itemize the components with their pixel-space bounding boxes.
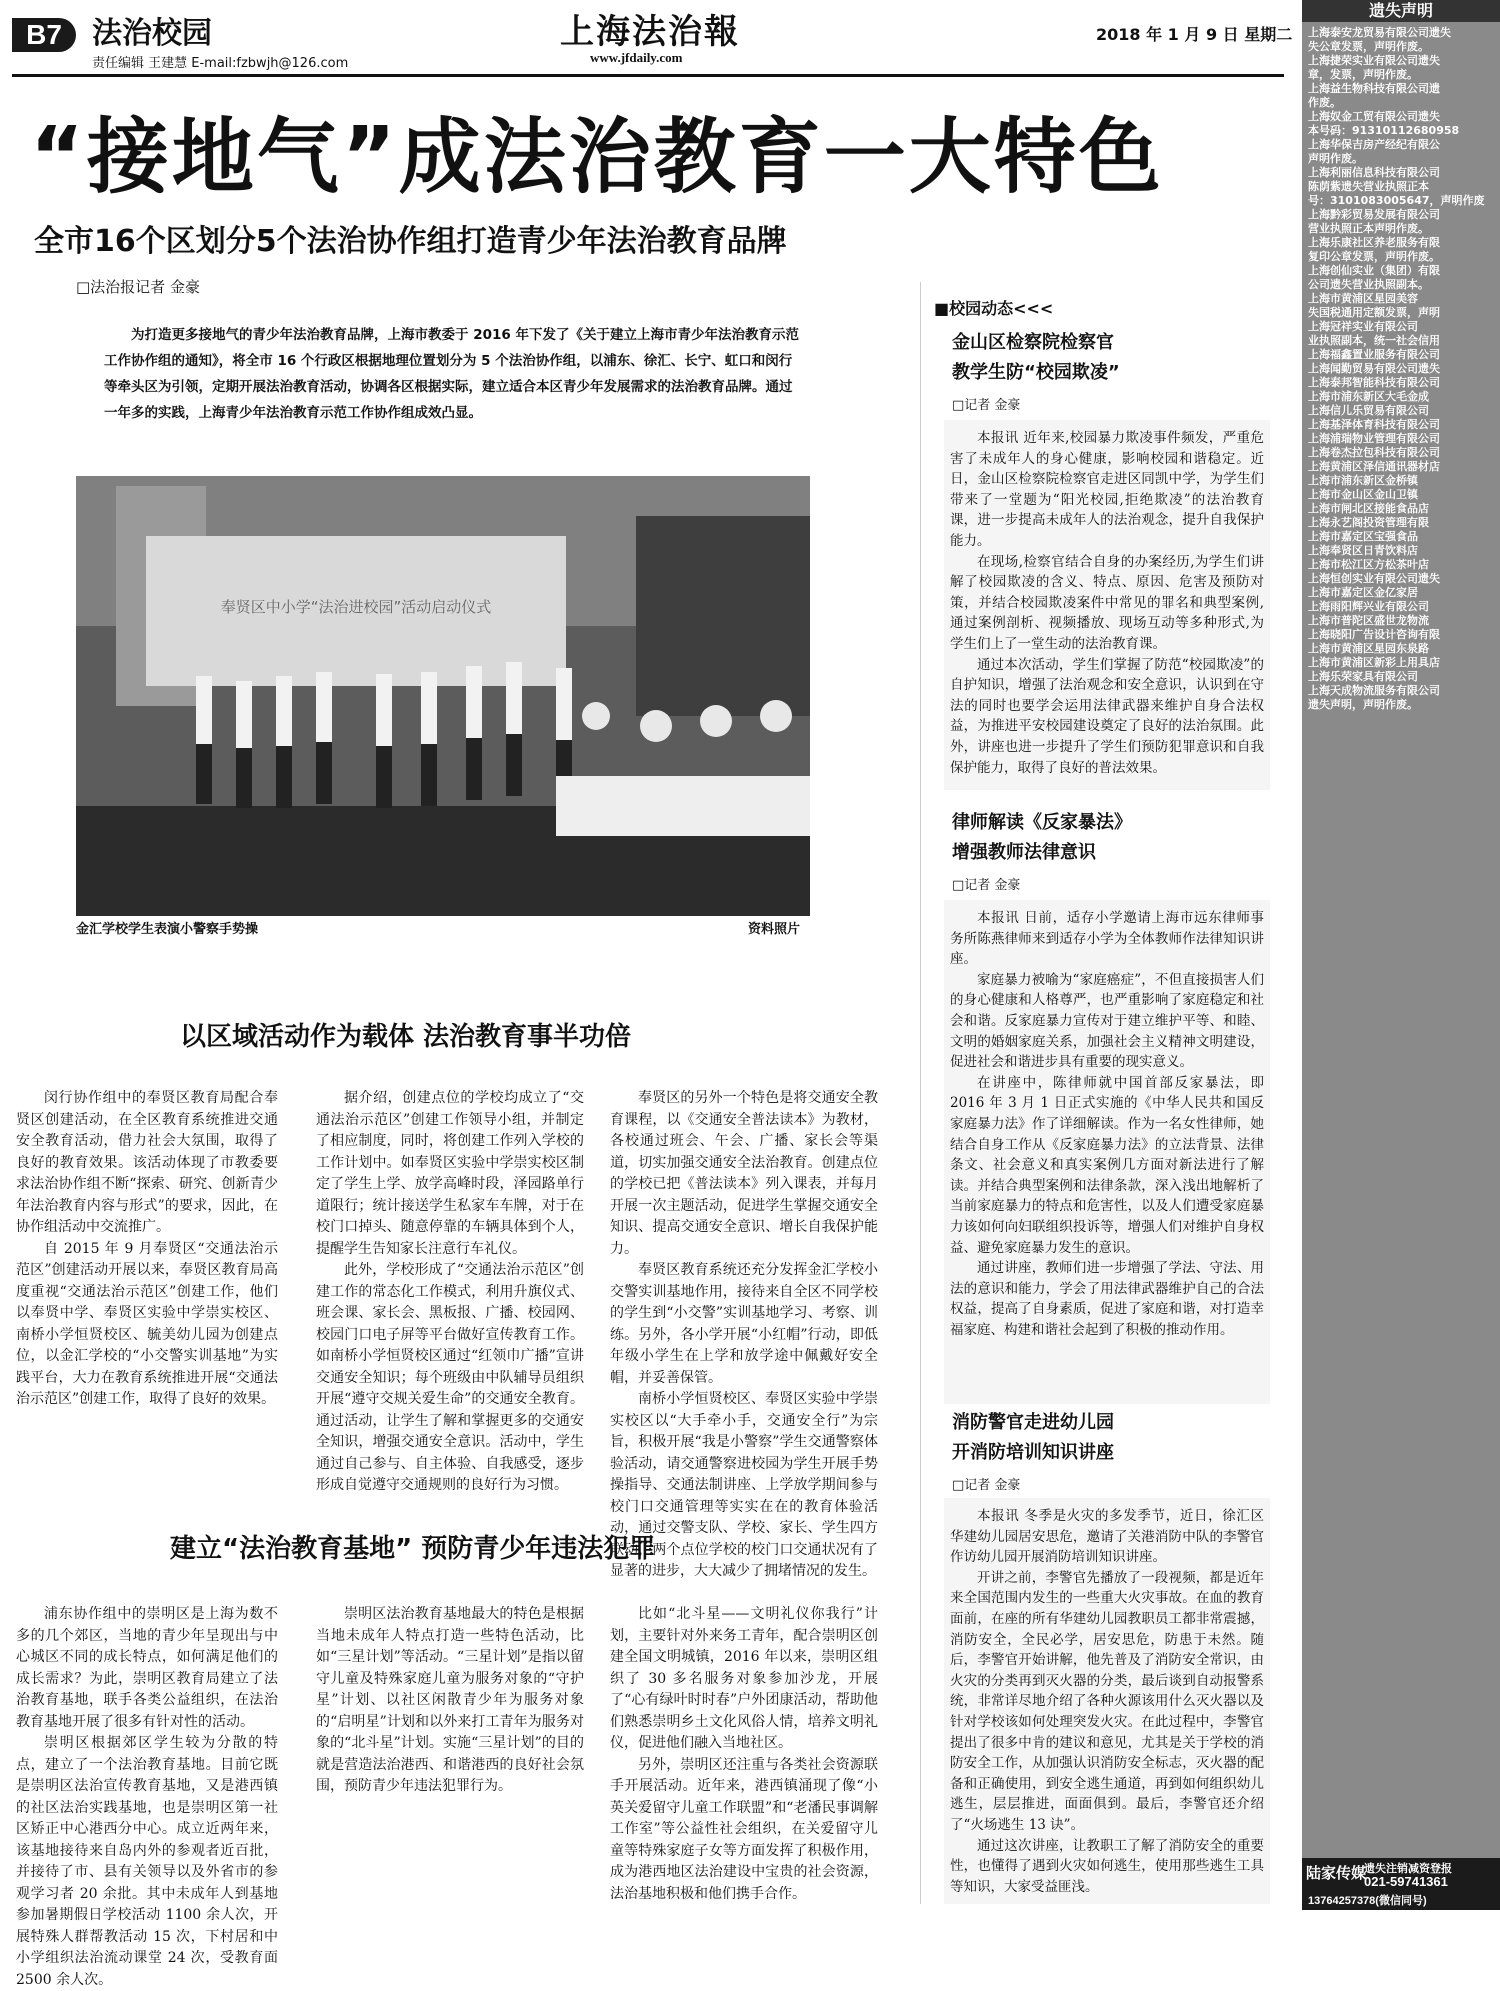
notice-line: 陈荫紫遗失营业执照正本 <box>1308 180 1429 193</box>
news3-paragraph: 开讲之前，李警官先播放了一段视频，都是近年来全国范围内发生的一些重大火灾事故。在血的教育面前，在座的所有华建幼儿园教职员工都非常震撼，消防安全，全民必学，居安思危，防患于未然。随后，李警官开始讲解，他先普及了消防安全常识，由火灾的分类再到灭火器的分类，最后谈到自动报警系统，非常详尽地介绍了各种火源该用什么灭火器以及针对学校该如何处理突发火灾。在此过程中，李警官提出了很多中肯的建议和意见，尤其是关于学校的消防安全工作，从加强认识消防安全标志，灭火器的配备和正确使用，到安全逃生通道，再到如何组织幼儿逃生，层层推进，面面俱到。最后，李警官还介绍了“火场逃生 13 诀”。 <box>950 1569 1264 1833</box>
notice-line: 上海黄浦区泽信通讯器材店 <box>1308 460 1440 473</box>
issue-date: 2018 年 1 月 9 日 星期二 <box>1096 25 1293 44</box>
section1-paragraph: 奉贤区教育系统还充分发挥金汇学校小交警实训基地作用，接待来自全区不同学校的学生到“小交警”实训基地学习、考察、训练。另外，各小学开展“小红帽”行动，即低年级小学生在上学和放学途中佩戴好安全帽，并妥善保管。 <box>610 1262 878 1386</box>
section2-paragraph: 崇明区根据郊区学生较为分散的特点，建立了一个法治教育基地。目前它既是崇明区法治宣传教育基地，又是港西镇的社区法治实践基地，也是崇明区第一社区矫正中心港西分中心。成立近两年来，该基地接待来自岛内外的参观者近百批，并接待了市、县有关领导以及外省市的参观学习者 20 余批。其中未成年人到基地参加暑期假日学校活动 1100 余人次，开展特殊人群帮教活动 15 次，下村居和中小学组织法治流动课堂 24 次，受教育面 2500 余人次。 <box>16 1735 278 1988</box>
notice-line: 失公章发票，声明作废。 <box>1308 40 1429 53</box>
notice-line: 上海乐康社区养老服务有限 <box>1308 236 1440 249</box>
news3-title-line2: 开消防培训知识讲座 <box>952 1442 1114 1463</box>
notice-line: 上海泰邦智能科技有限公司 <box>1308 376 1440 389</box>
news1-reporter: □记者 金豪 <box>952 398 1021 413</box>
notice-line: 失国税通用定额发票，声明 <box>1308 306 1440 319</box>
section2-column-3 <box>610 1604 878 1904</box>
notice-line: 上海天成物流服务有限公司 <box>1308 684 1440 697</box>
masthead-logo: 上海法治報 <box>560 12 740 52</box>
notice-line: 上海市黄浦区星园东泉路 <box>1308 642 1429 655</box>
news2-body <box>944 900 1270 1404</box>
headline: “接地气”成法治教育一大特色 <box>30 110 1164 205</box>
news2-reporter: □记者 金豪 <box>952 878 1021 893</box>
subheadline: 全市16个区划分5个法治协作组打造青少年法治教育品牌 <box>34 224 787 259</box>
news1-title-line1: 金山区检察院检察官 <box>952 332 1114 353</box>
section2-paragraph: 另外，崇明区还注重与各类社会资源联手开展活动。近年来，港西镇涌现了像“小英关爱留守儿童工作联盟”和“老潘民事调解工作室”等公益性社会组织，在关爱留守儿童等特殊家庭子女等方面发挥了积极作用，成为港西地区法治建设中宝贵的社会资源，法治基地积极和他们携手合作。 <box>610 1756 878 1902</box>
section1-paragraph: 奉贤区的另外一个特色是将交通安全教育课程，以《交通安全普法读本》为教材，各校通过班会、午会、广播、家长会等渠道，切实加强交通安全法治教育。创建点位的学校已把《普法读本》列入课表，并每月开展一次主题活动，促进学生掌握交通安全知识、提高交通安全意识、增长自我保护能力。 <box>610 1090 878 1257</box>
notice-line: 上海市嘉定区宝强食品 <box>1308 530 1418 543</box>
lost-notices-contact <box>1302 1858 1500 1910</box>
news3-paragraph: 本报讯 冬季是火灾的多发季节，近日，徐汇区华建幼儿园居安思危，邀请了关港消防中队的李警官作访幼儿园开展消防培训知识讲座。 <box>950 1508 1264 1566</box>
section1-title: 以区域活动作为载体 法治教育事半功倍 <box>180 1022 632 1052</box>
notice-line: 上海创仙实业（集团）有限 <box>1308 264 1440 277</box>
news2-paragraph: 家庭暴力被喻为“家庭癌症”，不但直接损害人们的身心健康和人格尊严，也严重影响了家庭稳定和社会和谐。反家庭暴力宣传对于建立维护平等、和睦、文明的婚姻家庭关系，加强社会主义精神文明建设，促进社会和谐进步具有重要的现实意义。 <box>950 971 1264 1071</box>
notice-line: 上海市金山区金山卫镇 <box>1308 488 1418 501</box>
campus-news-label: ■校园动态<<< <box>934 299 1054 318</box>
notice-line: 号：3101083005647，声明作废 <box>1308 194 1485 207</box>
notice-line: 上海黔彩贸易发展有限公司 <box>1308 208 1440 221</box>
notice-line: 公司遗失营业执照副本。 <box>1308 278 1429 291</box>
website-url[interactable]: www.jfdaily.com <box>590 50 683 65</box>
notice-line: 遗失声明，声明作废。 <box>1308 698 1418 711</box>
news2-paragraph: 本报讯 日前，适存小学邀请上海市远东律师事务所陈燕律师来到适存小学为全体教师作法律知识讲座。 <box>950 910 1264 968</box>
lost-notices-column <box>1302 0 1500 1910</box>
header-divider <box>12 74 1284 77</box>
notice-line: 上海市普陀区盛世龙物流 <box>1308 614 1429 627</box>
notice-line: 营业执照正本声明作废。 <box>1308 222 1429 235</box>
notice-line: 上海奉贤区日青饮料店 <box>1308 544 1418 557</box>
contact-mobile[interactable]: 13764257378(微信同号) <box>1308 1895 1427 1907</box>
notice-line: 上海恒创实业有限公司遗失 <box>1308 572 1440 585</box>
news1-body <box>944 420 1270 790</box>
notice-line: 上海利丽信息科技有限公司 <box>1308 166 1440 179</box>
section2-column-2 <box>316 1604 584 1904</box>
notice-line: 上海基泽体育科技有限公司 <box>1308 418 1440 431</box>
notice-line: 上海冠祥实业有限公司 <box>1308 320 1418 333</box>
notice-line: 上海乐荣家具有限公司 <box>1308 670 1418 683</box>
article-photo <box>76 476 810 916</box>
notice-line: 章，发票，声明作废。 <box>1308 68 1418 81</box>
lost-notices-title: 遗失声明 <box>1302 0 1500 22</box>
section1-column-2 <box>316 1088 584 1493</box>
news1-paragraph: 通过本次活动，学生们掌握了防范“校园欺凌”的自护知识，增强了法治观念和安全意识，认识到在守法的同时也要学会运用法律武器来维护自身合法权益，为推进平安校园建设奠定了良好的法治氛围。此外，讲座也进一步提升了学生们预防犯罪意识和自我保护能力，取得了良好的普法效果。 <box>950 656 1264 776</box>
notice-line: 复印公章发票，声明作废。 <box>1308 250 1440 263</box>
notice-line: 作废。 <box>1308 96 1341 109</box>
section1-paragraph: 闵行协作组中的奉贤区教育局配合奉贤区创建活动，在全区教育系统推进交通安全教育活动，借力社会大氛围，取得了良好的教育效果。该活动体现了市教委要求法治协作组不断“探索、研究、创新青少年法治教育内容与形式”的要求，因此，在协作组活动中交流推广。 <box>16 1090 278 1235</box>
notice-line: 上海市嘉定区金亿家居 <box>1308 586 1418 599</box>
notice-line: 上海捷荣实业有限公司遗失 <box>1308 54 1440 67</box>
notice-line: 上海永艺阁投资管理有限 <box>1308 516 1429 529</box>
notice-line: 上海益生物科技有限公司遗 <box>1308 82 1440 95</box>
section2-paragraph: 浦东协作组中的崇明区是上海为数不多的几个郊区，当地的青少年呈现出与中心城区不同的成长特点，如何满足他们的成长需求？为此，崇明区教育局建立了法治教育基地，联手各类公益组织，在法治教育基地开展了很多有针对性的活动。 <box>16 1606 278 1730</box>
notice-line: 上海奴金工贸有限公司遗失 <box>1308 110 1440 123</box>
news2-paragraph: 通过讲座，教师们进一步增强了学法、守法、用法的意识和能力，学会了用法律武器维护自己的合法权益，提高了自身素质，促进了家庭和谐，对打造幸福家庭、构建和谐社会起到了积极的推动作用。 <box>950 1260 1264 1338</box>
section2-column-1 <box>16 1604 278 1988</box>
editor-line: 责任编辑 王建慧 E-mail:fzbwjh@126.com <box>92 56 349 71</box>
notice-line: 上海信儿乐贸易有限公司 <box>1308 404 1429 417</box>
news3-reporter: □记者 金豪 <box>952 1478 1021 1493</box>
notice-line: 上海福鑫置业服务有限公司 <box>1308 348 1440 361</box>
notice-line: 声明作废。 <box>1308 152 1363 165</box>
section1-paragraph: 自 2015 年 9 月奉贤区“交通法治示范区”创建活动开展以来，奉贤区教育局高度重视“交通法治示范区”创建工作，他们以奉贤中学、奉贤区实验中学崇实校区、南桥小学恒贤校区、毓美幼儿园为创建点位，以金汇学校的“小交警实训基地”为实践平台，大力在教育系统推进开展“交通法治示范区”创建工作，取得了良好的效果。 <box>16 1240 278 1407</box>
section1-column-3 <box>610 1088 878 1579</box>
lost-notices-list <box>1302 26 1500 712</box>
news2-paragraph: 在讲座中，陈律师就中国首部反家暴法，即 2016 年 3 月 1 日正式实施的《中华人民共和国反家庭暴力法》作了详细解读。作为一名女性律师，她结合自身工作从《反家庭暴力法》的立法背景、法律条文、社会意义和真实案例几方面对新法进行了解读。并结合典型案例和法律条款，深入浅出地解析了当前家庭暴力的特点和危害性，以及人们遭受家庭暴力该如何向妇联组织投诉等，增强人们对维护自身权益、避免家庭暴力发生的意识。 <box>950 1074 1264 1256</box>
news2-title-line2: 增强教师法律意识 <box>952 842 1096 863</box>
notice-line: 上海泰安龙贸易有限公司遗失 <box>1308 26 1451 39</box>
byline: □法治报记者 金豪 <box>76 278 200 296</box>
notice-line: 上海闻勤贸易有限公司遗失 <box>1308 362 1440 375</box>
photo-caption: 金汇学校学生表演小警察手势操 <box>76 922 259 937</box>
notice-line: 上海晓阳广告设计咨询有限 <box>1308 628 1440 641</box>
news1-title-line2: 教学生防“校园欺凌” <box>952 362 1120 383</box>
section2-paragraph: 比如“北斗星——文明礼仪你我行”计划，主要针对外来务工青年，配合崇明区创建全国文明城镇，2016 年以来，崇明区组织了 30 多名服务对象参加沙龙，开展了“心有绿叶时时春”户外团康活动，帮助他们熟悉崇明乡土文化风俗人情，培养文明礼仪，促进他们融入当地社区。 <box>610 1606 878 1751</box>
section1-paragraph: 此外，学校形成了“交通法治示范区”创建工作的常态化工作模式，利用升旗仪式、班会课、家长会、黑板报、广播、校园网、校园门口电子屏等平台做好宣传教育工作。如南桥小学恒贤校区通过“红领巾广播”宣讲交通安全知识；每个班级由中队辅导员组织开展“遵守交规关爱生命”的交通安全教育。通过活动，让学生了解和掌握更多的交通安全知识，增强交通安全意识。活动中，学生通过自己参与、自主体验、自我感受，逐步形成自觉遵守交通规则的良好行为习惯。 <box>316 1262 584 1493</box>
banner-text: 奉贤区中小学“法治进校园”活动启动仪式 <box>220 598 492 616</box>
contact-brand: 陆家传媒 <box>1306 1864 1367 1882</box>
news3-body <box>944 1498 1270 1904</box>
notice-line: 上海雨阳辉兴业有限公司 <box>1308 600 1429 613</box>
notice-line: 上海市浦东新区大毛金成 <box>1308 390 1429 403</box>
page-number-badge: B7 <box>12 18 76 52</box>
photo-credit: 资料照片 <box>748 922 801 937</box>
contact-label: 遗失注销减资登报 <box>1364 1862 1452 1875</box>
section1-column-1 <box>16 1088 278 1484</box>
section-name: 法治校园 <box>92 16 212 51</box>
news1-paragraph: 本报讯 近年来,校园暴力欺凌事件频发，严重危害了未成年人的身心健康，影响校园和谐稳定。近日，金山区检察院检察官走进区同凯中学，为学生们带来了一堂题为“阳光校园,拒绝欺凌”的法治教育课，进一步提高未成年人的法治观念，提升自我保护能力。 <box>950 430 1264 549</box>
notice-line: 本号码：91310112680958 <box>1308 124 1460 137</box>
news2-title-line1: 律师解读《反家暴法》 <box>952 812 1132 833</box>
notice-line: 上海卷杰拉包科技有限公司 <box>1308 446 1440 459</box>
news1-paragraph: 在现场,检察官结合自身的办案经历,为学生们讲解了校园欺凌的含义、特点、原因、危害及预防对策，并结合校园欺凌案件中常见的罪名和典型案例,通过案例剖析、视频播放、现场互动等多种形式,为学生们上了一堂生动的法治教育课。 <box>950 553 1264 652</box>
news3-paragraph: 通过这次讲座，让教职工了解了消防安全的重要性，也懂得了遇到火灾如何逃生，使用那些逃生工具等知识，大家受益匪浅。 <box>950 1837 1264 1895</box>
notice-line: 上海市黄浦区新彩上用具店 <box>1308 656 1440 669</box>
notice-line: 上海市黄浦区星园美容 <box>1308 292 1418 305</box>
section1-paragraph: 据介绍，创建点位的学校均成立了“交通法治示范区”创建工作领导小组，并制定了相应制度，同时，将创建工作列入学校的工作计划中。如奉贤区实验中学崇实校区制定了学生上学、放学高峰时段，泽园路单行道限行；统计接送学生私家车车牌，对于在校门口掉头、随意停靠的车辆具体到个人，提醒学生告知家长注意行车礼仪。 <box>316 1090 584 1257</box>
notice-line: 上海浦瑞物业管理有限公司 <box>1308 432 1440 445</box>
section1-paragraph: 南桥小学恒贤校区、奉贤区实验中学崇实校区以“大手牵小手，交通安全行”为宗旨，积极开展“我是小警察”学生交通警察体验活动，请交通警察进校园为学生开展手势操指导、交通法制讲座、上学放学期间参与校门口交通管理等实实在在的教育体验活动，通过交警支队、学校、家长、学生四方联动，两个点位学校的校门口交通状况有了显著的进步，大大减少了拥堵情况的发生。 <box>610 1391 878 1579</box>
section2-title: 建立“法治教育基地” 预防青少年违法犯罪 <box>170 1534 656 1564</box>
lead-paragraph: 为打造更多接地气的青少年法治教育品牌，上海市教委于 2016 年下发了《关于建立上海市青少年法治教育示范工作协作组的通知》，将全市 16 个行政区根据地理位置划分为 5 个法治协作组，以浦东、徐汇、长宁、虹口和闵行等牵头区为引领，定期开展法治教育活动，协调各区根据实际，建立适合本区青少年发展需求的法治教育品牌。通过一年多的实践，上海青少年法治教育示范工作协作组成效凸显。 <box>104 327 799 421</box>
notice-line: 上海华保吉房产经纪有限公 <box>1308 138 1440 151</box>
notice-line: 上海市浦东新区金桥镇 <box>1308 474 1418 487</box>
news3-title-line1: 消防警官走进幼儿园 <box>952 1412 1114 1433</box>
section2-paragraph: 崇明区法治教育基地最大的特色是根据当地未成年人特点打造一些特色活动，比如“三星计划”等活动。“三星计划”是指以留守儿童及特殊家庭儿童为服务对象的“守护星”计划、以社区闲散青少年为服务对象的“启明星”计划和以外来打工青年为服务对象的“北斗星”计划。实施“三星计划”的目的就是营造法治港西、和谐港西的良好社会氛围，预防青少年违法犯罪行为。 <box>316 1606 584 1794</box>
photo-scene-illustration <box>76 476 810 916</box>
notice-line: 业执照副本，统一社会信用 <box>1308 334 1440 347</box>
notice-line: 上海市闸北区接能食品店 <box>1308 502 1429 515</box>
notice-line: 上海市松江区方松茶叶店 <box>1308 558 1429 571</box>
contact-phone[interactable]: 021-59741361 <box>1364 1874 1448 1889</box>
